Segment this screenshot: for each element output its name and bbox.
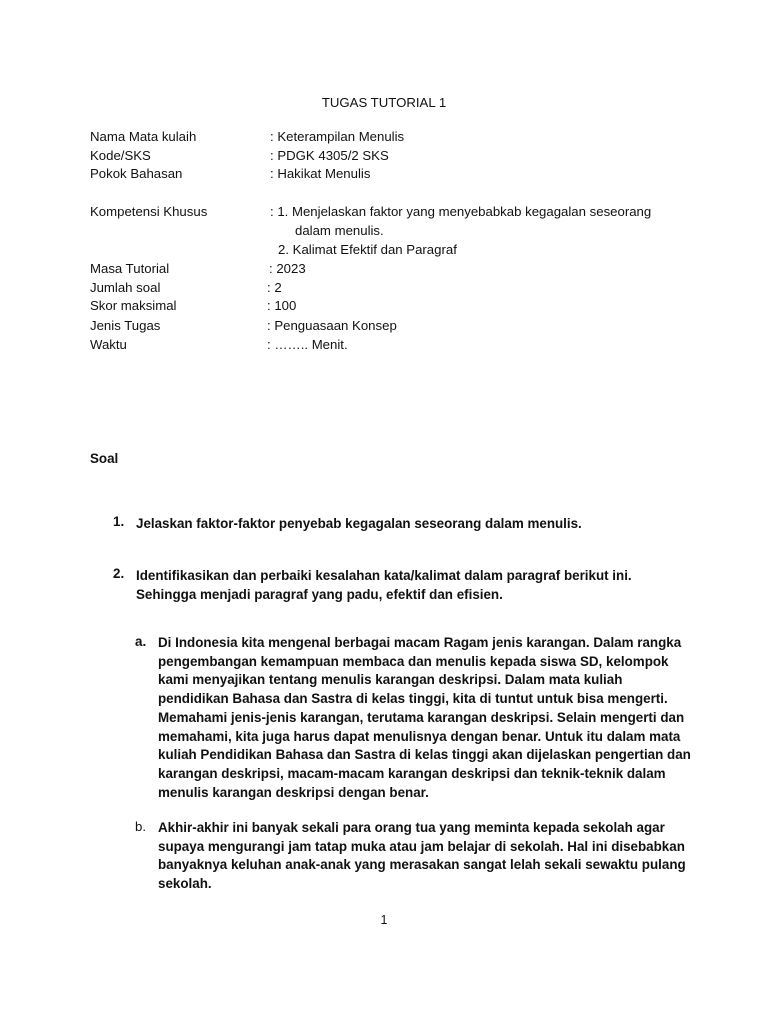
soal-heading: Soal (90, 451, 119, 466)
subitem-a-letter: a. (135, 634, 147, 649)
paragraph-line: kami menyajikan tentang menulis karangan deskripsi. Dalam mata kuliah (158, 672, 623, 688)
paragraph-line: kuliah Pendidikan Bahasa dan Sastra di kelas tinggi akan dijelaskan pengertian dan (158, 747, 691, 763)
meta-value-kompetensi-line2: dalam menulis. (295, 223, 384, 238)
meta-label-pokok-bahasan: Pokok Bahasan (90, 166, 183, 181)
meta-value-kode-sks: : PDGK 4305/2 SKS (270, 148, 389, 163)
meta-value-kompetensi-line1: : 1. Menjelaskan faktor yang menyebabkab kegagalan seseorang (270, 204, 652, 219)
meta-value-waktu: : …….. Menit. (267, 337, 348, 352)
question-1-text (136, 514, 696, 533)
question-2-number: 2. (113, 566, 125, 581)
meta-value-jumlah-soal: : 2 (267, 280, 282, 295)
meta-label-kompetensi: Kompetensi Khusus (90, 204, 208, 219)
subitem-b-letter: b. (135, 819, 146, 834)
paragraph-line: Akhir-akhir ini banyak sekali para orang tua yang meminta kepada sekolah agar (158, 820, 665, 835)
meta-value-skor-maksimal: : 100 (267, 298, 297, 313)
paragraph-line: banyaknya keluhan anak-anak yang merasakan sangat lelah sekali sewaktu pulang (158, 857, 686, 873)
question-1-line: Jelaskan faktor-faktor penyebab kegagalan seseorang dalam menulis. (136, 516, 582, 531)
meta-value-mata-kuliah: : Keterampilan Menulis (270, 129, 405, 144)
page-number: 1 (380, 913, 388, 927)
subitem-b-paragraph (158, 819, 693, 894)
meta-label-mata-kuliah: Nama Mata kulaih (90, 129, 197, 144)
paragraph-line: menulis karangan deskripsi dengan benar. (158, 784, 429, 800)
meta-label-jumlah-soal: Jumlah soal (90, 280, 161, 295)
meta-label-kode-sks: Kode/SKS (90, 148, 151, 163)
meta-value-kompetensi-line3: 2. Kalimat Efektif dan Paragraf (278, 242, 457, 257)
paragraph-line: karangan deskripsi, macam-macam karangan deskripsi dan teknik-teknik dalam (158, 765, 666, 781)
meta-value-jenis-tugas: : Penguasaan Konsep (267, 318, 397, 333)
paragraph-line: pengembangan kemampuan membaca dan menulis kepada siswa SD, kelompok (158, 653, 669, 669)
question-1-number: 1. (113, 514, 125, 529)
question-2-line: Sehingga menjadi paragraf yang padu, efektif dan efisien. (136, 587, 503, 602)
subitem-a-paragraph (158, 634, 693, 802)
paragraph-line: Memahami jenis-jenis karangan, terutama karangan deskripsi. Selain mengerti dan (158, 709, 685, 725)
paragraph-line: memahami, kita juga harus dapat menulisnya dengan benar. Untuk itu dalam mata (158, 728, 681, 744)
paragraph-line: Di Indonesia kita mengenal berbagai macam Ragam jenis karangan. Dalam rangka (158, 635, 682, 650)
paragraph-line: pendidikan Bahasa dan Sastra di kelas tinggi, kita di tuntut untuk bisa mengerti. (158, 691, 668, 707)
question-2-text (136, 566, 696, 604)
meta-label-masa-tutorial: Masa Tutorial (90, 261, 170, 276)
meta-value-pokok-bahasan: : Hakikat Menulis (270, 166, 371, 181)
meta-label-waktu: Waktu (90, 337, 127, 352)
meta-value-masa-tutorial: : 2023 (269, 261, 306, 276)
meta-label-skor-maksimal: Skor maksimal (90, 298, 177, 313)
meta-label-jenis-tugas: Jenis Tugas (90, 318, 161, 333)
paragraph-line: sekolah. (158, 876, 212, 892)
paragraph-line: supaya mengurangi jam tatap muka atau jam belajar di sekolah. Hal ini disebabkan (158, 838, 685, 854)
page-title: TUGAS TUTORIAL 1 (321, 95, 447, 110)
question-2-line: Identifikasikan dan perbaiki kesalahan kata/kalimat dalam paragraf berikut ini. (136, 568, 632, 583)
